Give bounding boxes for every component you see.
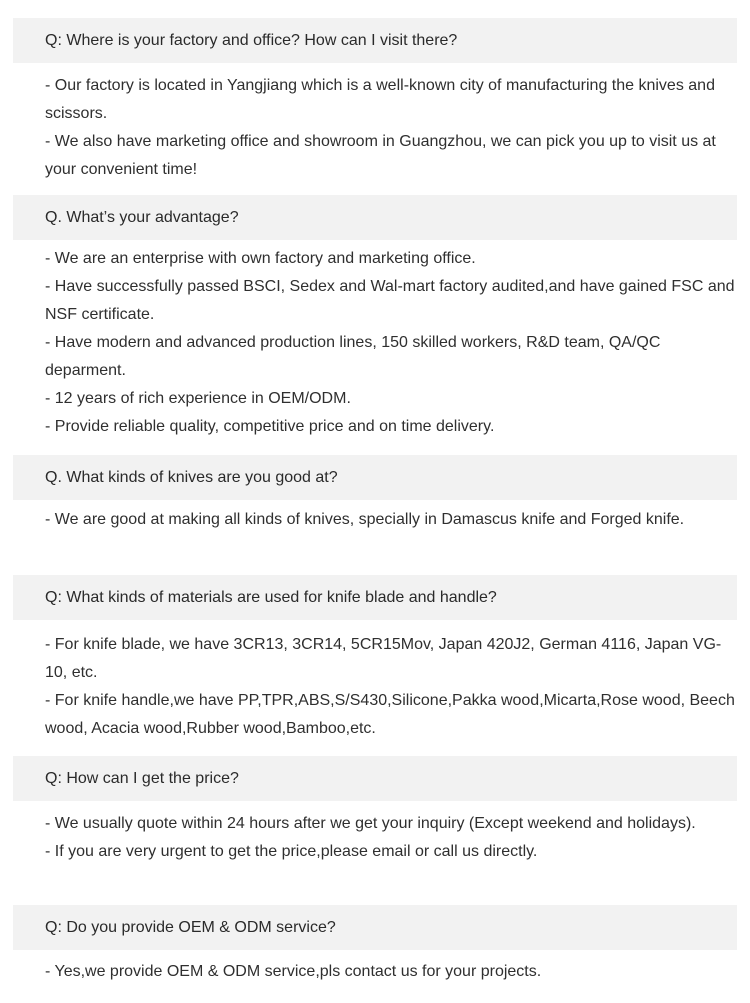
faq-question-advantage: Q. What’s your advantage? — [13, 195, 737, 240]
answer-item: - For knife blade, we have 3CR13, 3CR14, 5CR15Mov, Japan 420J2, German 4116, Japan VG-10, etc. — [45, 636, 722, 681]
answer-item: - Provide reliable quality, competitive price and on time delivery. — [45, 418, 495, 435]
answer-item: - 12 years of rich experience in OEM/ODM. — [45, 390, 351, 407]
faq-question-factory-location: Q: Where is your factory and office? How can I visit there? — [13, 18, 737, 63]
answer-item: - We also have marketing office and showroom in Guangzhou, we can pick you up to visit us at your convenient time! — [45, 133, 716, 178]
answer-item: - Our factory is located in Yangjiang which is a well-known city of manufacturing the knives and scissors. — [45, 77, 715, 122]
faq-answer-oem-odm — [45, 958, 740, 986]
answer-item: - If you are very urgent to get the price,please email or call us directly. — [45, 843, 538, 860]
faq-question-materials: Q: What kinds of materials are used for knife blade and handle? — [13, 575, 737, 620]
answer-item: - We are an enterprise with own factory and marketing office. — [45, 250, 476, 267]
faq-answer-materials — [45, 631, 740, 743]
answer-item: - We are good at making all kinds of knives, specially in Damascus knife and Forged knife. — [45, 511, 685, 528]
faq-answer-advantage — [45, 245, 740, 441]
answer-item: - We usually quote within 24 hours after we get your inquiry (Except weekend and holidays). — [45, 815, 696, 832]
faq-question-price: Q: How can I get the price? — [13, 756, 737, 801]
answer-item: - Have successfully passed BSCI, Sedex and Wal-mart factory audited,and have gained FSC and NSF certificate. — [45, 278, 735, 323]
faq-answer-price — [45, 810, 740, 866]
answer-item: - Have modern and advanced production lines, 150 skilled workers, R&D team, QA/QC deparment. — [45, 334, 661, 379]
faq-answer-factory-location — [45, 72, 740, 184]
answer-item: - For knife handle,we have PP,TPR,ABS,S/S430,Silicone,Pakka wood,Micarta,Rose wood, Beech wood, Acacia wood,Rubber wood,Bamboo,etc. — [45, 692, 735, 737]
faq-question-oem-odm: Q: Do you provide OEM & ODM service? — [13, 905, 737, 950]
faq-question-knife-types: Q. What kinds of knives are you good at? — [13, 455, 737, 500]
answer-item: - Yes,we provide OEM & ODM service,pls contact us for your projects. — [45, 963, 542, 980]
faq-answer-knife-types — [45, 505, 740, 535]
